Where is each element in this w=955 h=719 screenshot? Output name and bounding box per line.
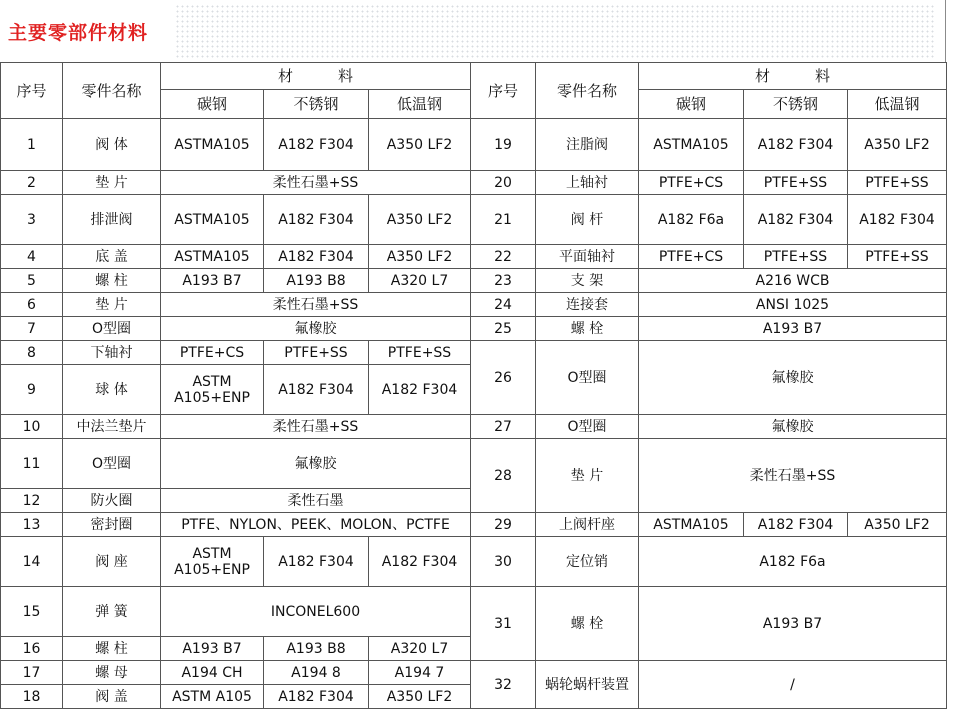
part-name: 螺 栓 bbox=[536, 587, 639, 661]
part-name: 垫 片 bbox=[536, 439, 639, 513]
material-stainless-steel: A182 F304 bbox=[264, 119, 369, 171]
table-row bbox=[1, 245, 947, 269]
part-name: 螺 栓 bbox=[536, 317, 639, 341]
part-name: 排泄阀 bbox=[63, 195, 161, 245]
row-number: 23 bbox=[471, 269, 536, 293]
header-no: 序号 bbox=[1, 63, 63, 119]
table-row bbox=[1, 587, 947, 637]
row-number: 1 bbox=[1, 119, 63, 171]
material-low-temp-steel: A350 LF2 bbox=[848, 119, 947, 171]
material-stainless-steel: A182 F304 bbox=[744, 119, 848, 171]
row-number: 13 bbox=[1, 513, 63, 537]
part-name: 注脂阀 bbox=[536, 119, 639, 171]
material-stainless-steel: A182 F304 bbox=[264, 537, 369, 587]
row-number: 26 bbox=[471, 341, 536, 415]
material-all-grades: 氟橡胶 bbox=[639, 341, 947, 415]
material-stainless-steel: PTFE+SS bbox=[744, 171, 848, 195]
material-carbon-steel: PTFE+CS bbox=[161, 341, 264, 365]
row-number: 28 bbox=[471, 439, 536, 513]
part-name: 底 盖 bbox=[63, 245, 161, 269]
part-name: 阀 体 bbox=[63, 119, 161, 171]
part-name: 支 架 bbox=[536, 269, 639, 293]
material-carbon-steel: ASTM A105+ENP bbox=[161, 537, 264, 587]
part-name: 弹 簧 bbox=[63, 587, 161, 637]
material-all-grades: 柔性石墨+SS bbox=[161, 293, 471, 317]
material-carbon-steel: ASTMA105 bbox=[161, 195, 264, 245]
header-part-name: 零件名称 bbox=[536, 63, 639, 119]
row-number: 25 bbox=[471, 317, 536, 341]
part-name: 阀 杆 bbox=[536, 195, 639, 245]
row-number: 6 bbox=[1, 293, 63, 317]
table-row bbox=[1, 439, 947, 489]
row-number: 7 bbox=[1, 317, 63, 341]
material-stainless-steel: A182 F304 bbox=[264, 365, 369, 415]
row-number: 2 bbox=[1, 171, 63, 195]
material-stainless-steel: A193 B8 bbox=[264, 637, 369, 661]
material-low-temp-steel: PTFE+SS bbox=[369, 341, 471, 365]
part-name: 定位销 bbox=[536, 537, 639, 587]
material-carbon-steel: ASTM A105 bbox=[161, 685, 264, 709]
row-number: 16 bbox=[1, 637, 63, 661]
table-row bbox=[1, 513, 947, 537]
part-name: O型圈 bbox=[536, 341, 639, 415]
material-low-temp-steel: A320 L7 bbox=[369, 269, 471, 293]
material-low-temp-steel: A194 7 bbox=[369, 661, 471, 685]
row-number: 4 bbox=[1, 245, 63, 269]
row-number: 11 bbox=[1, 439, 63, 489]
row-number: 8 bbox=[1, 341, 63, 365]
material-low-temp-steel: A320 L7 bbox=[369, 637, 471, 661]
header-carbon-steel: 碳钢 bbox=[161, 90, 264, 119]
material-carbon-steel: ASTMA105 bbox=[639, 513, 744, 537]
table-row bbox=[1, 293, 947, 317]
material-low-temp-steel: A350 LF2 bbox=[369, 245, 471, 269]
material-all-grades: A182 F6a bbox=[639, 537, 947, 587]
row-number: 20 bbox=[471, 171, 536, 195]
header-stainless-steel: 不锈钢 bbox=[744, 90, 848, 119]
row-number: 21 bbox=[471, 195, 536, 245]
material-carbon-steel: A193 B7 bbox=[161, 637, 264, 661]
page-title: 主要零部件材料 bbox=[8, 22, 149, 44]
material-stainless-steel: A194 8 bbox=[264, 661, 369, 685]
header-row-top bbox=[1, 63, 947, 90]
part-name: 防火圈 bbox=[63, 489, 161, 513]
material-all-grades: INCONEL600 bbox=[161, 587, 471, 637]
part-name: O型圈 bbox=[63, 439, 161, 489]
material-stainless-steel: A182 F304 bbox=[264, 245, 369, 269]
material-low-temp-steel: A350 LF2 bbox=[848, 513, 947, 537]
material-low-temp-steel: A350 LF2 bbox=[369, 685, 471, 709]
material-all-grades: 氟橡胶 bbox=[161, 439, 471, 489]
header-dot-pattern bbox=[175, 4, 935, 59]
material-all-grades: 柔性石墨+SS bbox=[161, 415, 471, 439]
row-number: 5 bbox=[1, 269, 63, 293]
row-number: 12 bbox=[1, 489, 63, 513]
header-low-temp-steel: 低温钢 bbox=[369, 90, 471, 119]
material-low-temp-steel: PTFE+SS bbox=[848, 171, 947, 195]
material-stainless-steel: PTFE+SS bbox=[264, 341, 369, 365]
row-number: 17 bbox=[1, 661, 63, 685]
part-name: O型圈 bbox=[63, 317, 161, 341]
part-name: 连接套 bbox=[536, 293, 639, 317]
table-row bbox=[1, 119, 947, 171]
row-number: 18 bbox=[1, 685, 63, 709]
row-number: 24 bbox=[471, 293, 536, 317]
material-stainless-steel: A182 F304 bbox=[744, 195, 848, 245]
material-all-grades: 氟橡胶 bbox=[161, 317, 471, 341]
table-row bbox=[1, 171, 947, 195]
part-name: 垫 片 bbox=[63, 293, 161, 317]
row-number: 19 bbox=[471, 119, 536, 171]
header-stainless-steel: 不锈钢 bbox=[264, 90, 369, 119]
row-number: 10 bbox=[1, 415, 63, 439]
table-row bbox=[1, 341, 947, 365]
row-number: 32 bbox=[471, 661, 536, 709]
material-stainless-steel: PTFE+SS bbox=[744, 245, 848, 269]
material-all-grades: A193 B7 bbox=[639, 317, 947, 341]
part-name: 密封圈 bbox=[63, 513, 161, 537]
material-carbon-steel: ASTM A105+ENP bbox=[161, 365, 264, 415]
part-name: 上阀杆座 bbox=[536, 513, 639, 537]
row-number: 30 bbox=[471, 537, 536, 587]
material-carbon-steel: PTFE+CS bbox=[639, 171, 744, 195]
part-name: O型圈 bbox=[536, 415, 639, 439]
material-all-grades: 柔性石墨+SS bbox=[161, 171, 471, 195]
material-low-temp-steel: A182 F304 bbox=[369, 365, 471, 415]
table-row bbox=[1, 195, 947, 245]
part-name: 下轴衬 bbox=[63, 341, 161, 365]
part-name: 螺 柱 bbox=[63, 637, 161, 661]
material-carbon-steel: PTFE+CS bbox=[639, 245, 744, 269]
row-number: 15 bbox=[1, 587, 63, 637]
header-material: 材 料 bbox=[161, 63, 471, 90]
material-stainless-steel: A182 F304 bbox=[744, 513, 848, 537]
row-number: 14 bbox=[1, 537, 63, 587]
material-low-temp-steel: A350 LF2 bbox=[369, 119, 471, 171]
table-row bbox=[1, 537, 947, 587]
part-name: 阀 座 bbox=[63, 537, 161, 587]
table-row bbox=[1, 317, 947, 341]
part-name: 阀 盖 bbox=[63, 685, 161, 709]
material-carbon-steel: A182 F6a bbox=[639, 195, 744, 245]
material-all-grades: PTFE、NYLON、PEEK、MOLON、PCTFE bbox=[161, 513, 471, 537]
material-stainless-steel: A182 F304 bbox=[264, 195, 369, 245]
part-name: 螺 柱 bbox=[63, 269, 161, 293]
material-all-grades: 柔性石墨+SS bbox=[639, 439, 947, 513]
part-name: 螺 母 bbox=[63, 661, 161, 685]
material-stainless-steel: A182 F304 bbox=[264, 685, 369, 709]
row-number: 31 bbox=[471, 587, 536, 661]
materials-table bbox=[0, 62, 947, 709]
part-name: 平面轴衬 bbox=[536, 245, 639, 269]
header-no: 序号 bbox=[471, 63, 536, 119]
row-number: 3 bbox=[1, 195, 63, 245]
material-low-temp-steel: A182 F304 bbox=[369, 537, 471, 587]
material-carbon-steel: ASTMA105 bbox=[161, 245, 264, 269]
material-carbon-steel: A194 CH bbox=[161, 661, 264, 685]
material-all-grades: 柔性石墨 bbox=[161, 489, 471, 513]
material-all-grades: A193 B7 bbox=[639, 587, 947, 661]
material-all-grades: / bbox=[639, 661, 947, 709]
material-all-grades: A216 WCB bbox=[639, 269, 947, 293]
header-material: 材 料 bbox=[639, 63, 947, 90]
part-name: 垫 片 bbox=[63, 171, 161, 195]
row-number: 22 bbox=[471, 245, 536, 269]
part-name: 蜗轮蜗杆装置 bbox=[536, 661, 639, 709]
material-low-temp-steel: A350 LF2 bbox=[369, 195, 471, 245]
material-low-temp-steel: A182 F304 bbox=[848, 195, 947, 245]
header-low-temp-steel: 低温钢 bbox=[848, 90, 947, 119]
part-name: 上轴衬 bbox=[536, 171, 639, 195]
row-number: 29 bbox=[471, 513, 536, 537]
material-carbon-steel: ASTMA105 bbox=[639, 119, 744, 171]
page-edge-rule bbox=[945, 0, 946, 62]
table-row bbox=[1, 415, 947, 439]
part-name: 中法兰垫片 bbox=[63, 415, 161, 439]
material-carbon-steel: A193 B7 bbox=[161, 269, 264, 293]
part-name: 球 体 bbox=[63, 365, 161, 415]
header-part-name: 零件名称 bbox=[63, 63, 161, 119]
table-row bbox=[1, 661, 947, 685]
table-row bbox=[1, 269, 947, 293]
material-carbon-steel: ASTMA105 bbox=[161, 119, 264, 171]
material-all-grades: 氟橡胶 bbox=[639, 415, 947, 439]
material-low-temp-steel: PTFE+SS bbox=[848, 245, 947, 269]
row-number: 27 bbox=[471, 415, 536, 439]
material-stainless-steel: A193 B8 bbox=[264, 269, 369, 293]
row-number: 9 bbox=[1, 365, 63, 415]
header-carbon-steel: 碳钢 bbox=[639, 90, 744, 119]
material-all-grades: ANSI 1025 bbox=[639, 293, 947, 317]
